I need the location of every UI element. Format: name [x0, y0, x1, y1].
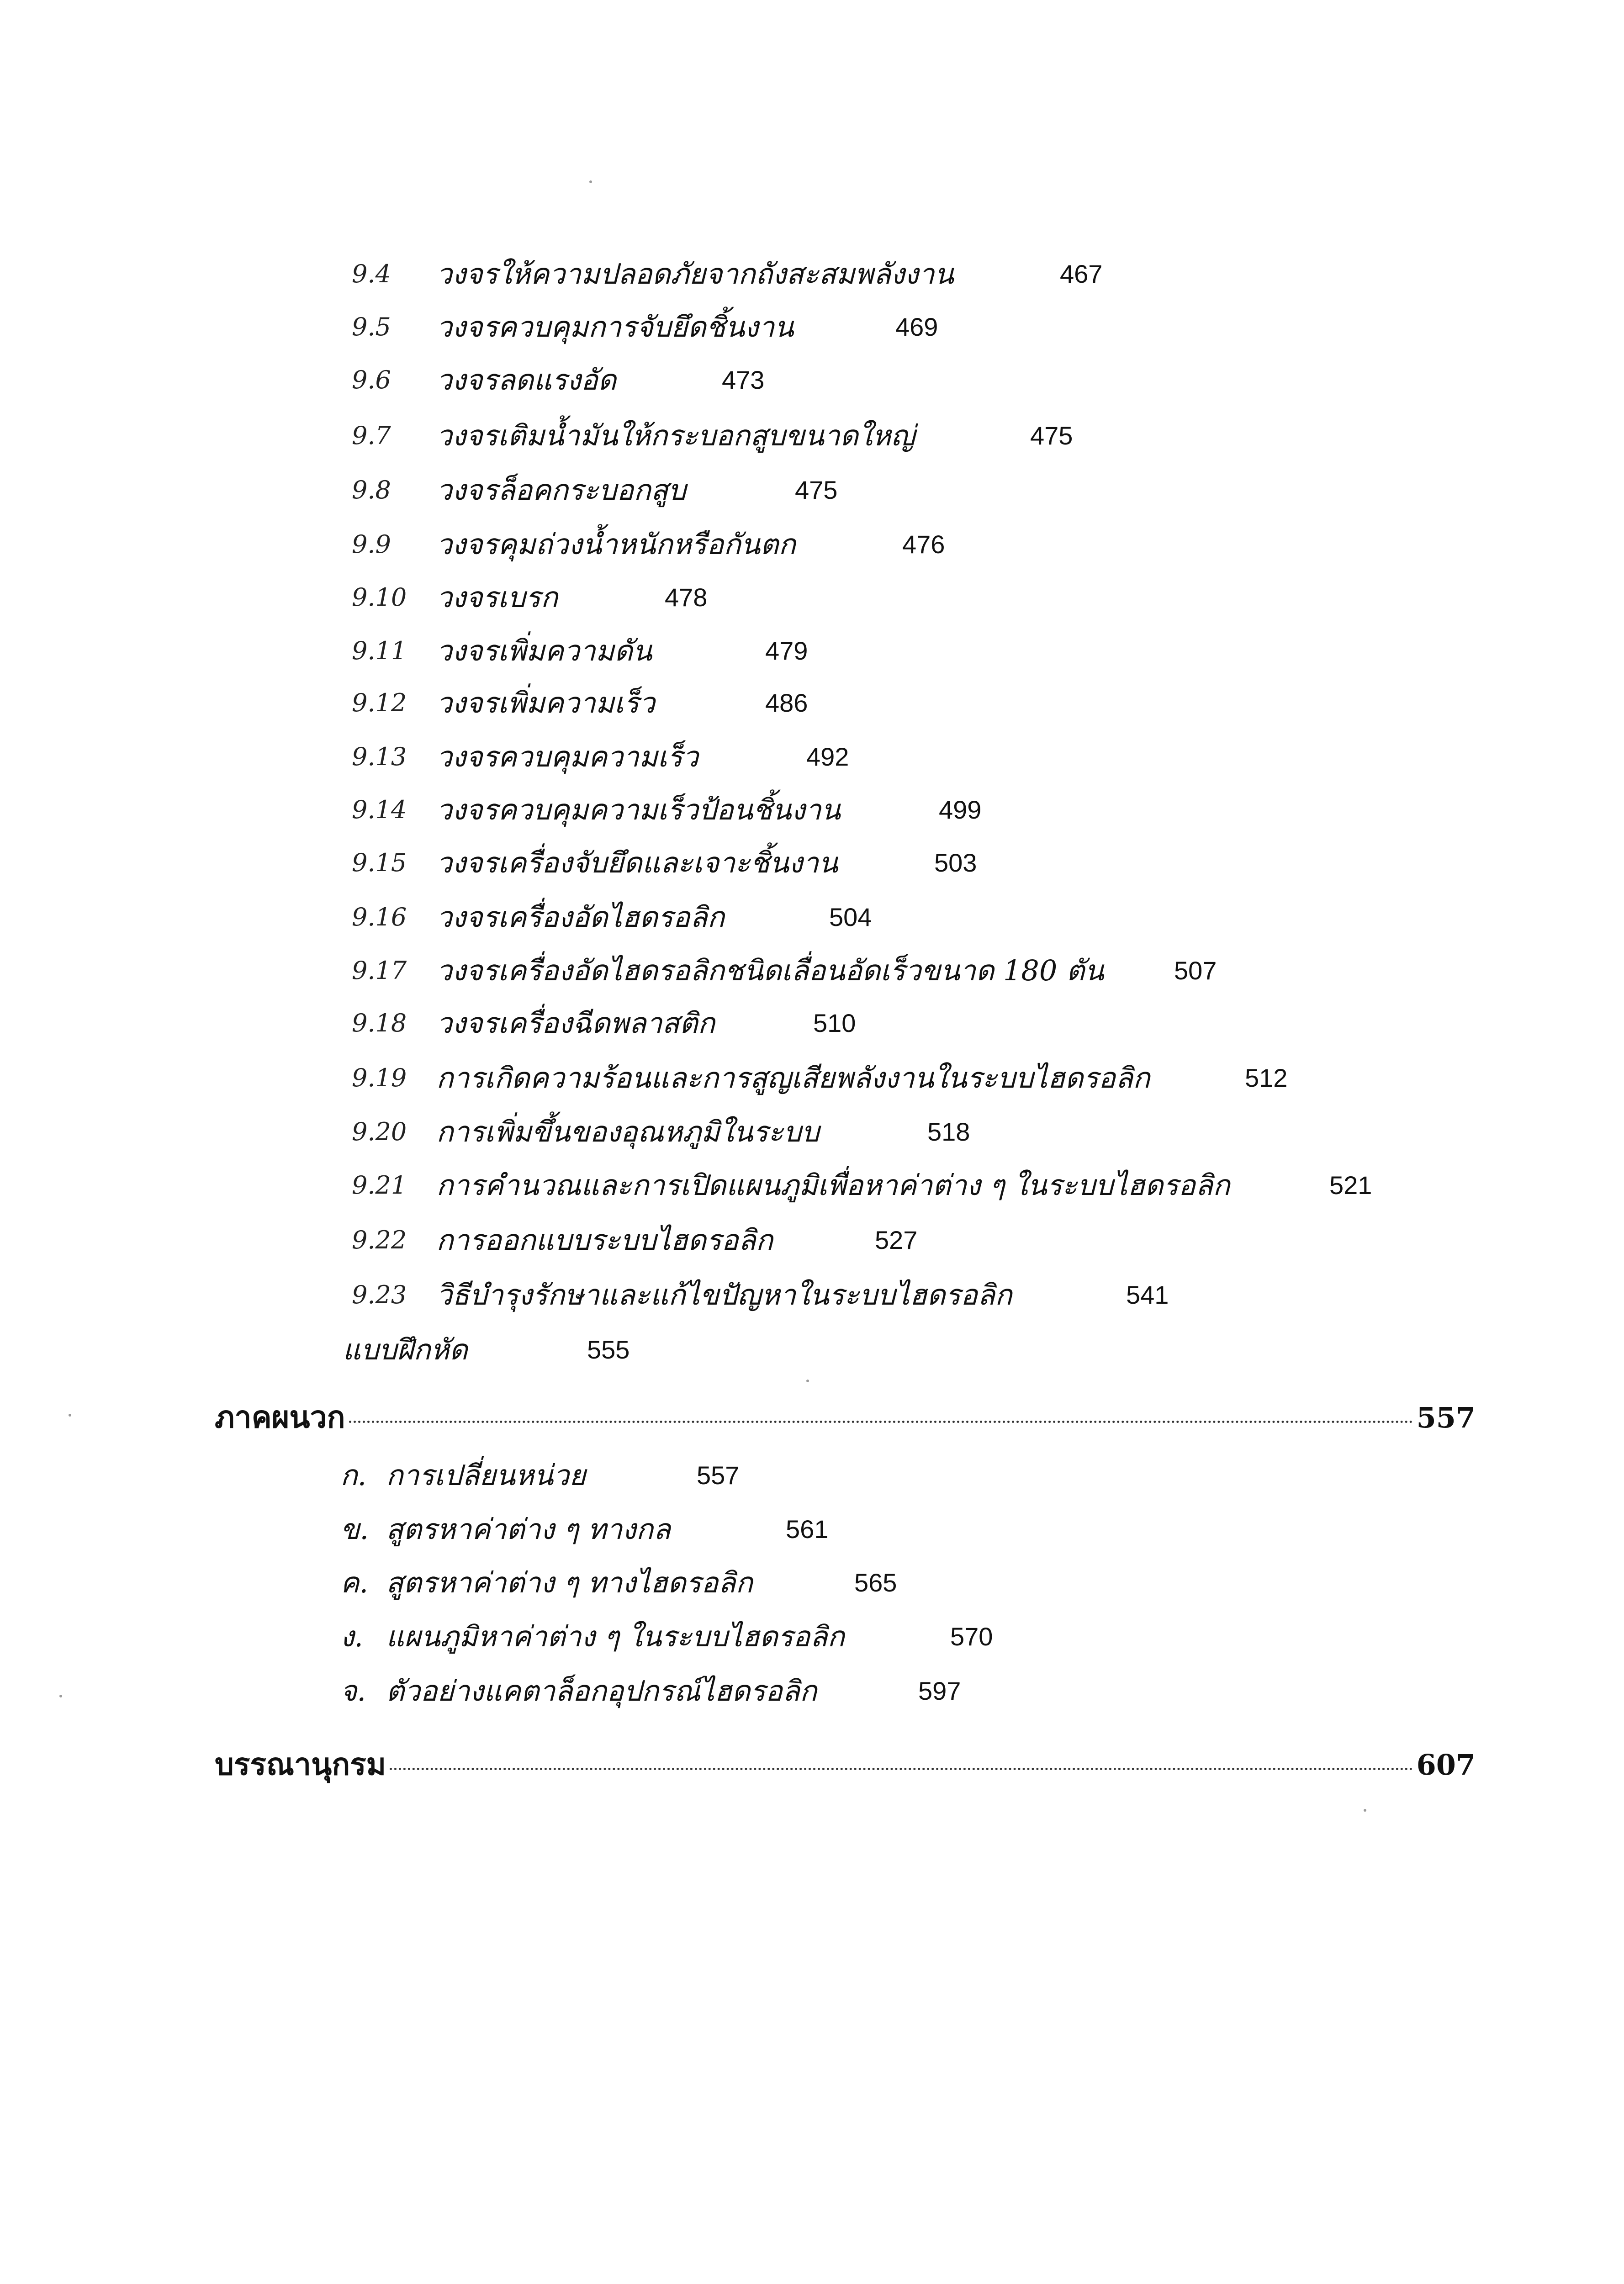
- entry-title: การคำนวณและการเปิดแผนภูมิเพื่อหาค่าต่าง ๆ ในระบบไฮดรอลิก: [436, 1168, 1230, 1202]
- toc-appendix-item: [340, 1558, 980, 1608]
- entry-page: 475: [1030, 421, 1073, 450]
- toc-appendix-item: [340, 1666, 1071, 1716]
- toc-entry-9-8: [352, 465, 1265, 515]
- scan-speck: [69, 1414, 71, 1417]
- entry-title: วงจรเครื่องฉีดพลาสติก: [436, 1006, 715, 1040]
- toc-entry-9-9: [352, 519, 1265, 570]
- entry-page: 503: [934, 848, 977, 877]
- entry-title: วงจรควบคุมความเร็ว: [436, 740, 698, 773]
- entry-number: 9.8: [352, 476, 391, 504]
- toc-entry-9-7: [352, 411, 1265, 461]
- entry-page: 527: [875, 1226, 918, 1254]
- scan-speck: [806, 1380, 809, 1382]
- toc-entry-9-11: [352, 626, 1265, 676]
- toc-entry-9-17: [352, 946, 1357, 996]
- entry-page: 504: [829, 903, 872, 931]
- entry-title: วิธีบำรุงรักษาและแก้ไขปัญหาในระบบไฮดรอลิก: [436, 1278, 1012, 1311]
- entry-title: การออกแบบระบบไฮดรอลิก: [436, 1223, 773, 1257]
- toc-entry-9-10: [352, 572, 1265, 623]
- entry-title: วงจรเครื่องอัดไฮดรอลิกชนิดเลื่อนอัดเร็วขนาด 180 ตัน: [436, 954, 1104, 987]
- entry-number: 9.13: [352, 742, 407, 771]
- toc-entry-9-15: [352, 838, 1265, 888]
- toc-entry-9-13: [352, 732, 1265, 782]
- toc-appendix-item: [340, 1450, 980, 1501]
- entry-page: 499: [939, 795, 982, 824]
- entry-title: วงจรล็อคกระบอกสูบ: [436, 473, 686, 507]
- toc-appendix-item: [340, 1612, 1071, 1662]
- entry-page: 473: [722, 365, 765, 394]
- scan-speck: [1364, 1809, 1366, 1812]
- entry-title: วงจรให้ความปลอดภัยจากถังสะสมพลังงาน: [436, 257, 954, 291]
- toc-entry-9-20: [352, 1107, 1265, 1157]
- scan-speck: [589, 180, 592, 183]
- entry-number: 9.12: [352, 688, 407, 717]
- appendix-letter: ค.: [340, 1566, 369, 1599]
- entry-page: 486: [765, 688, 808, 717]
- toc-entry-9-19: [352, 1053, 1357, 1103]
- toc-appendix-item: [340, 1504, 980, 1554]
- appendix-item-title: สูตรหาค่าต่าง ๆ ทางไฮดรอลิก: [386, 1566, 753, 1599]
- entry-number: 9.20: [352, 1117, 407, 1146]
- entry-page: 475: [795, 476, 838, 504]
- entry-number: 9.18: [352, 1009, 407, 1037]
- appendix-letter: จ.: [340, 1674, 366, 1708]
- entry-page: 478: [665, 583, 708, 612]
- appendix-item-page: 570: [950, 1622, 993, 1651]
- toc-entry-9-14: [352, 785, 1265, 835]
- entry-title: วงจรเบรก: [436, 581, 558, 614]
- appendix-letter: ก.: [340, 1459, 367, 1492]
- entry-number: 9.9: [352, 530, 391, 559]
- entry-title: วงจรเครื่องจับยึดและเจาะชิ้นงาน: [436, 846, 838, 879]
- appendix-item-page: 597: [918, 1676, 961, 1705]
- entry-number: 9.10: [352, 583, 407, 612]
- entry-number: 9.23: [352, 1280, 407, 1309]
- toc-entry-9-16: [352, 892, 1265, 942]
- entry-number: 9.5: [352, 312, 391, 341]
- appendix-item-title: สูตรหาค่าต่าง ๆ ทางกล: [386, 1512, 671, 1546]
- entry-page: 512: [1245, 1063, 1288, 1092]
- entry-page: 492: [806, 742, 849, 771]
- entry-title: การเกิดความร้อนและการสูญเสียพลังงานในระบบไฮดรอลิก: [436, 1061, 1150, 1094]
- entry-number: 9.6: [352, 365, 391, 394]
- appendix-item-page: 565: [854, 1568, 897, 1597]
- entry-page: 476: [902, 530, 945, 559]
- leader-dots: [390, 1768, 1412, 1770]
- entry-number: 9.14: [352, 795, 407, 824]
- entry-page: 541: [1126, 1280, 1169, 1309]
- entry-page: 510: [813, 1009, 856, 1037]
- toc-section-appendix: [215, 1393, 1476, 1448]
- appendix-letter: ง.: [340, 1620, 363, 1653]
- entry-title: วงจรเพิ่มความเร็ว: [436, 686, 655, 719]
- entry-number: 9.15: [352, 848, 407, 877]
- scan-speck: [59, 1695, 62, 1697]
- toc-entry-9-4: [352, 249, 1265, 299]
- toc-entry-9-23: [352, 1270, 1357, 1320]
- entry-title: วงจรเติมน้ำมันให้กระบอกสูบขนาดใหญ่: [436, 419, 915, 452]
- toc-entry-9-5: [352, 302, 1265, 352]
- entry-page: 467: [1060, 259, 1103, 288]
- bibliography-page: 607: [1416, 1748, 1476, 1782]
- toc-section-bibliography: [215, 1740, 1476, 1795]
- entry-title: วงจรคุมถ่วงน้ำหนักหรือกันตก: [436, 528, 796, 561]
- leader-dots: [349, 1421, 1413, 1423]
- toc-entry-9-22: [352, 1215, 1265, 1265]
- entry-page: 479: [765, 636, 808, 665]
- entry-number: 9.7: [352, 421, 391, 450]
- toc-entry-9-21: [352, 1160, 1448, 1211]
- entry-number: 9.17: [352, 956, 407, 985]
- appendix-page: 557: [1416, 1401, 1476, 1434]
- appendix-item-title: การเปลี่ยนหน่วย: [386, 1459, 586, 1492]
- appendix-item-title: แผนภูมิหาค่าต่าง ๆ ในระบบไฮดรอลิก: [386, 1620, 845, 1653]
- toc-entry-9-18: [352, 998, 1265, 1048]
- entry-title: การเพิ่มขึ้นของอุณหภูมิในระบบ: [436, 1115, 820, 1148]
- entry-page: 507: [1174, 956, 1217, 985]
- exercises-title: แบบฝึกหัด: [343, 1333, 468, 1366]
- entry-number: 9.11: [352, 636, 407, 665]
- entry-number: 9.4: [352, 259, 391, 288]
- appendix-label: ภาคผนวก: [215, 1399, 345, 1435]
- appendix-item-page: 561: [786, 1515, 829, 1544]
- toc-entry-9-12: [352, 678, 1265, 728]
- entry-title: วงจรควบคุมความเร็วป้อนชิ้นงาน: [436, 793, 841, 826]
- entry-number: 9.21: [352, 1171, 407, 1200]
- toc-entry-9-6: [352, 355, 1265, 405]
- exercises-page: 555: [587, 1335, 630, 1364]
- entry-page: 469: [895, 312, 938, 341]
- entry-title: วงจรควบคุมการจับยึดชิ้นงาน: [436, 310, 794, 344]
- entry-number: 9.19: [352, 1063, 407, 1092]
- entry-title: วงจรลดแรงอัด: [436, 363, 617, 397]
- appendix-letter: ข.: [340, 1512, 369, 1546]
- entry-page: 521: [1329, 1171, 1372, 1200]
- appendix-item-title: ตัวอย่างแคตาล็อกอุปกรณ์ไฮดรอลิก: [386, 1674, 817, 1708]
- toc-entry-exercises: [343, 1325, 799, 1375]
- entry-number: 9.16: [352, 903, 407, 931]
- entry-title: วงจรเพิ่มความดัน: [436, 634, 652, 667]
- entry-title: วงจรเครื่องอัดไฮดรอลิก: [436, 900, 725, 934]
- bibliography-label: บรรณานุกรม: [215, 1746, 386, 1782]
- appendix-item-page: 557: [697, 1461, 740, 1490]
- entry-number: 9.22: [352, 1226, 407, 1254]
- entry-page: 518: [927, 1117, 970, 1146]
